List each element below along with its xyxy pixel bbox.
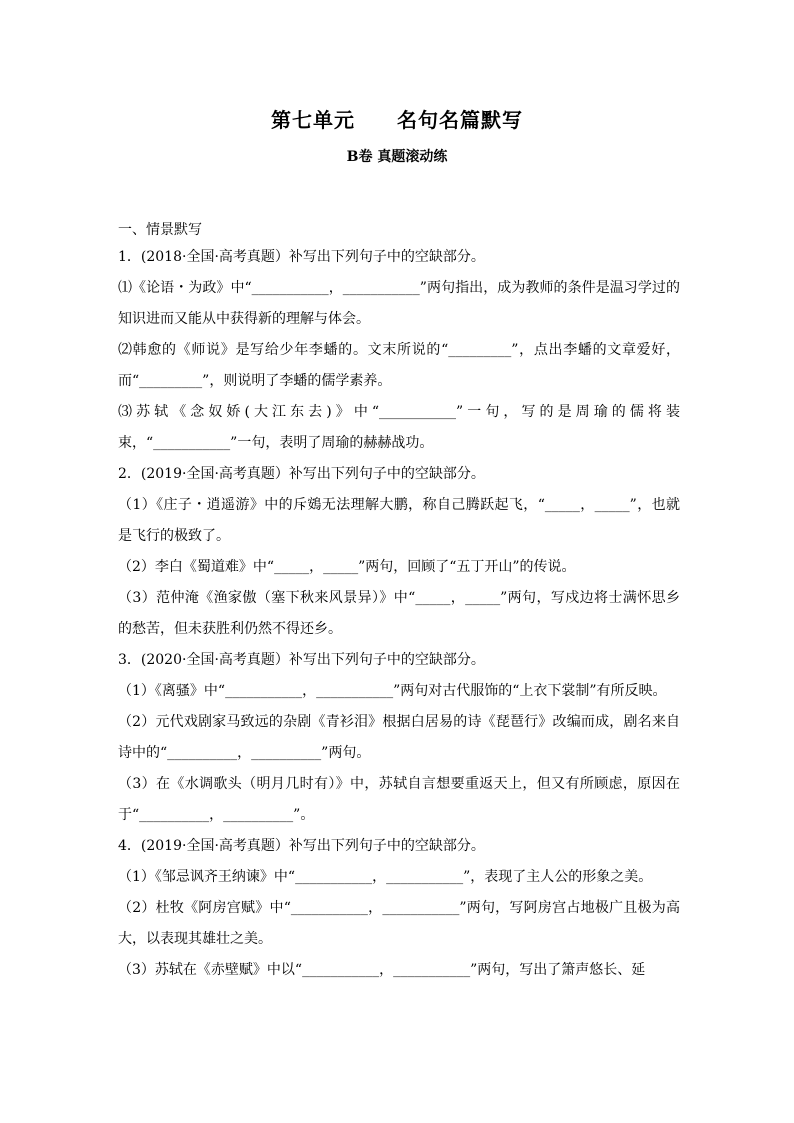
sub-question: （3）在《水调歌头（明月几时有）》中，苏轼自言想要重返天上，但又有所顾虑，原因在于“__________，__________”。	[118, 776, 680, 823]
sub-question: ⑴《论语・为政》中“___________，___________”两句指出，成为教师的条件是温习学过的知识进而又能从中获得新的理解与体会。	[118, 280, 680, 327]
page-subtitle: B卷 真题滚动练	[346, 149, 448, 165]
sub-question: （3）苏轼在《赤壁赋》中以“___________，___________”两句，写出了箫声悠长、延	[118, 962, 646, 978]
sub-question: （1）《邹忌讽齐王纳谏》中“___________，___________”，表现了主人公的形象之美。	[118, 869, 653, 885]
question-content	[118, 218, 680, 986]
sub-question: （3）范仲淹《渔家傲（塞下秋来风景异）》中“_____，_____”两句，写戍边将士满怀思乡的愁苦，但未获胜利仍然不得还乡。	[118, 590, 680, 637]
section-heading: 一、情景默写	[118, 222, 202, 238]
sub-question: ⑶苏轼《念奴娇(大江东去)》中“___________”一句，写的是周瑜的儒将装束，“___________”一句，表明了周瑜的赫赫战功。	[118, 404, 680, 451]
sub-question: ⑵韩愈的《师说》是写给少年李蟠的。文末所说的“_________”，点出李蟠的文章爱好，而“_________”，则说明了李蟠的儒学素养。	[118, 342, 680, 389]
page-title: 第七单元 名句名篇默写	[271, 108, 523, 132]
question-4	[118, 831, 680, 986]
sub-question: （1）《庄子・逍遥游》中的斥鴳无法理解大鹏，称自己腾跃起飞，“_____，_____”，也就是飞行的极致了。	[118, 497, 680, 544]
sub-question: （2）李白《蜀道难》中“_____，_____”两句，回顾了“五丁开山”的传说。	[118, 559, 576, 575]
question-3	[118, 645, 680, 831]
question-1	[118, 242, 680, 459]
question-stem: 1．(2018·全国·高考真题）补写出下列句子中的空缺部分。	[118, 249, 485, 265]
sub-question: （2）元代戏剧家马致远的杂剧《青衫泪》根据白居易的诗《琵琶行》改编而成，剧名来自诗中的“__________，__________”两句。	[118, 714, 680, 761]
sub-question: （2）杜牧《阿房宫赋》中“___________，___________”两句，写阿房宫占地极广且极为高大，以表现其雄壮之美。	[118, 900, 680, 947]
question-stem: 2．(2019·全国·高考真题）补写出下列句子中的空缺部分。	[118, 466, 485, 482]
sub-question: （1）《离骚》中“___________，___________”两句对古代服饰的“上衣下裳制”有所反映。	[118, 683, 667, 699]
question-stem: 4．(2019·全国·高考真题）补写出下列句子中的空缺部分。	[118, 838, 485, 854]
question-stem: 3．(2020·全国·高考真题）补写出下列句子中的空缺部分。	[118, 652, 485, 668]
question-2	[118, 459, 680, 645]
